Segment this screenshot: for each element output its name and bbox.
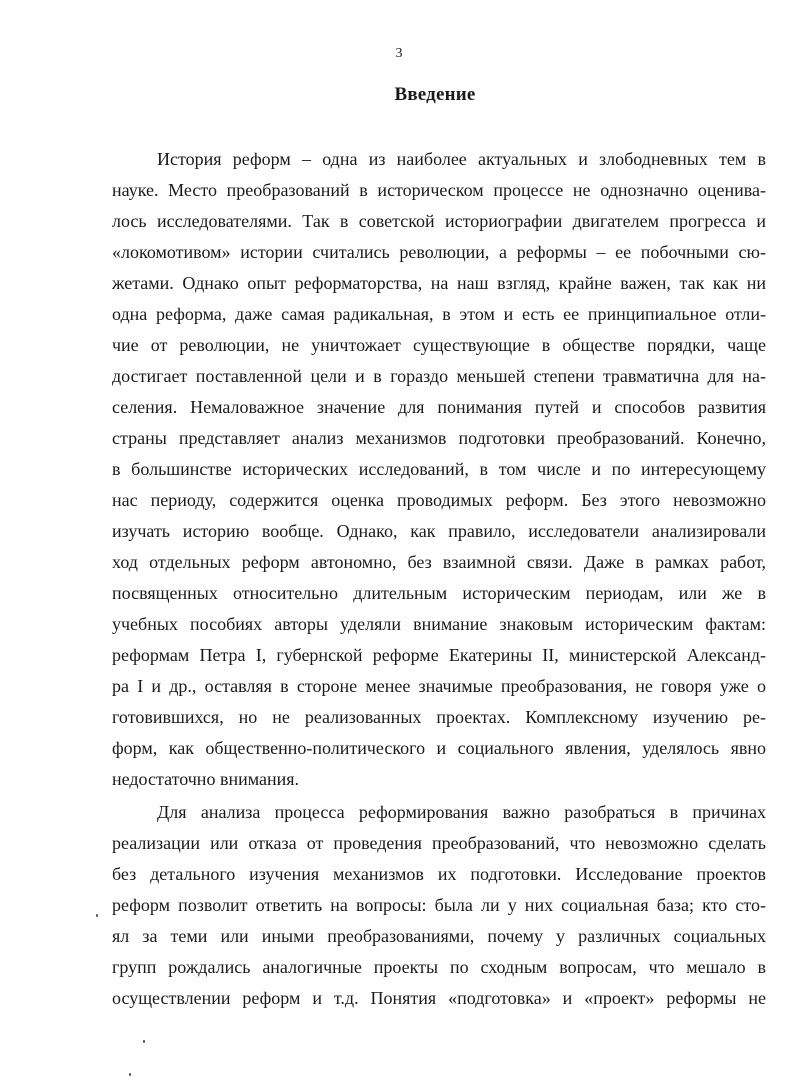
scan-speck: [96, 914, 98, 917]
text-line: недостаточно внимания.: [112, 769, 300, 789]
text-line: посвященных относительно длительным историческим периодам, или же в: [112, 583, 766, 603]
paragraph-1: [112, 144, 766, 795]
text-line: науке. Место преобразований в историческом процессе не однозначно оценива-: [112, 180, 766, 200]
text-line: осуществлении реформ и т.д. Понятия «подготовка» и «проект» реформы не: [112, 988, 766, 1008]
text-line: реализации или отказа от проведения преобразований, что невозможно сделать: [112, 833, 766, 853]
text-line: ра I и др., оставляя в стороне менее значимые преобразования, не говоря уже о: [112, 676, 766, 696]
page-number: 3: [395, 46, 403, 61]
scan-speck: [143, 1040, 145, 1043]
text-line: одна реформа, даже самая радикальная, в этом и есть ее принципиальное отли-: [112, 304, 766, 324]
text-line: форм, как общественно-политического и социального явления, уделялось явно: [112, 738, 766, 758]
text-line: чие от революции, не уничтожает существующие в обществе порядки, чаще: [112, 335, 766, 355]
text-line: селения. Немаловажное значение для понимания путей и способов развития: [112, 397, 766, 417]
text-line: в большинстве исторических исследований, в том числе и по интересующему: [112, 459, 766, 479]
text-line: готовившихся, но не реализованных проектах. Комплексному изучению ре-: [112, 707, 766, 727]
text-line: Для анализа процесса реформирования важно разобраться в причинах: [157, 802, 766, 822]
text-line: жетами. Однако опыт реформаторства, на наш взгляд, крайне важен, так как ни: [112, 273, 766, 293]
text-line: страны представляет анализ механизмов подготовки преобразований. Конечно,: [112, 428, 766, 448]
text-line: ял за теми или иными преобразованиями, почему у различных социальных: [112, 926, 766, 946]
text-line: достигает поставленной цели и в гораздо меньшей степени травматична для на-: [112, 366, 766, 386]
text-line: История реформ – одна из наиболее актуальных и злободневных тем в: [157, 149, 766, 169]
scan-speck: [129, 1073, 131, 1076]
text-line: групп рождались аналогичные проекты по сходным вопросам, что мешало в: [112, 957, 766, 977]
text-line: реформам Петра I, губернской реформе Екатерины II, министерской Александ-: [112, 645, 766, 665]
text-line: ход отдельных реформ автономно, без взаимной связи. Даже в рамках работ,: [112, 552, 766, 572]
text-line: без детального изучения механизмов их подготовки. Исследование проектов: [112, 864, 766, 884]
text-line: «локомотивом» истории считались революции, а реформы – ее побочными сю-: [112, 242, 766, 262]
text-line: нас периоду, содержится оценка проводимых реформ. Без этого невозможно: [112, 490, 766, 510]
section-title: Введение: [394, 84, 476, 105]
paragraph-2: [112, 797, 766, 1014]
text-line: реформ позволит ответить на вопросы: была ли у них социальная база; кто сто-: [112, 895, 766, 915]
text-line: лось исследователями. Так в советской историографии двигателем прогресса и: [112, 211, 766, 231]
text-line: учебных пособиях авторы уделяли внимание знаковым историческим фактам:: [112, 614, 766, 634]
text-line: изучать историю вообще. Однако, как правило, исследователи анализировали: [112, 521, 766, 541]
body-text: [112, 144, 766, 1014]
